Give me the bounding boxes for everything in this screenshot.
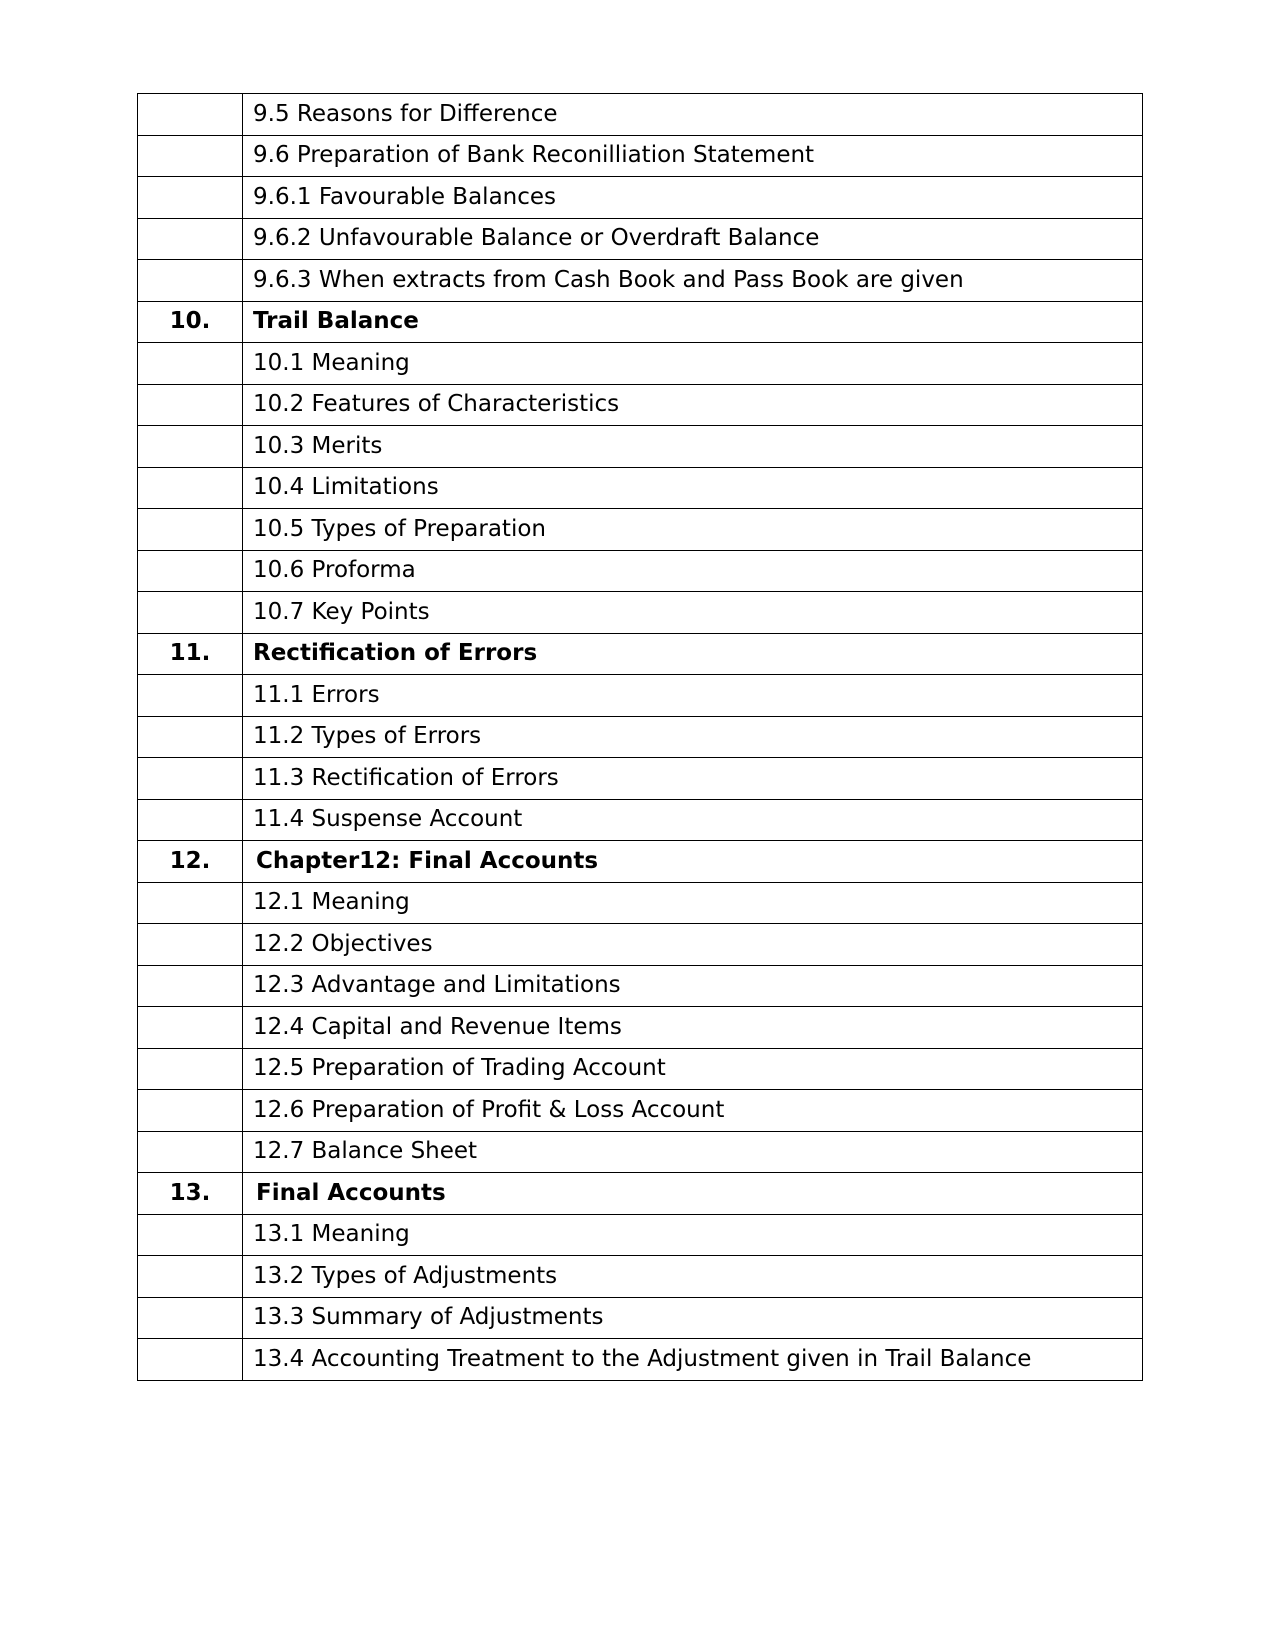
topic-row — [138, 1297, 1143, 1339]
chapter-row — [138, 301, 1143, 343]
topic-row — [138, 550, 1143, 592]
topic-row — [138, 1214, 1143, 1256]
chapter-number: 13. — [138, 1173, 243, 1215]
topic-title: 10.4 Limitations — [243, 467, 1143, 509]
chapter-number — [138, 260, 243, 302]
chapter-number — [138, 1214, 243, 1256]
chapter-number — [138, 135, 243, 177]
chapter-number — [138, 94, 243, 136]
chapter-number — [138, 509, 243, 551]
chapter-number — [138, 882, 243, 924]
chapter-number: 12. — [138, 841, 243, 883]
chapter-number: 11. — [138, 633, 243, 675]
topic-row — [138, 675, 1143, 717]
topic-row — [138, 882, 1143, 924]
topic-title: 12.2 Objectives — [243, 924, 1143, 966]
topic-row — [138, 592, 1143, 634]
topic-row — [138, 94, 1143, 136]
topic-title: 12.1 Meaning — [243, 882, 1143, 924]
topic-row — [138, 1090, 1143, 1132]
chapter-number — [138, 467, 243, 509]
topic-title: 11.1 Errors — [243, 675, 1143, 717]
topic-title: 13.1 Meaning — [243, 1214, 1143, 1256]
topic-row — [138, 1131, 1143, 1173]
chapter-number — [138, 1256, 243, 1298]
chapter-number — [138, 177, 243, 219]
topic-title: 11.4 Suspense Account — [243, 799, 1143, 841]
topic-title: 11.3 Rectification of Errors — [243, 758, 1143, 800]
topic-title: 12.6 Preparation of Profit & Loss Account — [243, 1090, 1143, 1132]
topic-title: 10.5 Types of Preparation — [243, 509, 1143, 551]
chapter-number — [138, 218, 243, 260]
topic-title: 12.4 Capital and Revenue Items — [243, 1007, 1143, 1049]
chapter-number — [138, 1339, 243, 1381]
chapter-title: Rectification of Errors — [243, 633, 1143, 675]
topic-title: 9.6.3 When extracts from Cash Book and Pass Book are given — [243, 260, 1143, 302]
chapter-number — [138, 1048, 243, 1090]
chapter-number — [138, 1090, 243, 1132]
topic-row — [138, 1007, 1143, 1049]
topic-title: 10.2 Features of Characteristics — [243, 384, 1143, 426]
topic-row — [138, 758, 1143, 800]
topic-row — [138, 135, 1143, 177]
topic-row — [138, 384, 1143, 426]
chapter-number — [138, 426, 243, 468]
contents-table — [137, 93, 1143, 1381]
chapter-title: Chapter12: Final Accounts — [243, 841, 1143, 883]
topic-row — [138, 218, 1143, 260]
topic-row — [138, 965, 1143, 1007]
topic-title: 9.5 Reasons for Difference — [243, 94, 1143, 136]
topic-title: 9.6 Preparation of Bank Reconilliation Statement — [243, 135, 1143, 177]
topic-title: 9.6.2 Unfavourable Balance or Overdraft Balance — [243, 218, 1143, 260]
topic-row — [138, 343, 1143, 385]
topic-title: 12.3 Advantage and Limitations — [243, 965, 1143, 1007]
topic-row — [138, 716, 1143, 758]
contents-table-body — [138, 94, 1143, 1381]
topic-title: 10.3 Merits — [243, 426, 1143, 468]
chapter-number — [138, 592, 243, 634]
topic-title: 13.4 Accounting Treatment to the Adjustment given in Trail Balance — [243, 1339, 1143, 1381]
topic-row — [138, 260, 1143, 302]
chapter-number — [138, 924, 243, 966]
chapter-row — [138, 841, 1143, 883]
topic-row — [138, 1048, 1143, 1090]
topic-title: 10.7 Key Points — [243, 592, 1143, 634]
chapter-number — [138, 550, 243, 592]
chapter-title: Trail Balance — [243, 301, 1143, 343]
chapter-title: Final Accounts — [243, 1173, 1143, 1215]
topic-row — [138, 1256, 1143, 1298]
chapter-number — [138, 675, 243, 717]
topic-title: 9.6.1 Favourable Balances — [243, 177, 1143, 219]
topic-row — [138, 799, 1143, 841]
topic-row — [138, 924, 1143, 966]
chapter-number: 10. — [138, 301, 243, 343]
chapter-row — [138, 1173, 1143, 1215]
topic-title: 12.5 Preparation of Trading Account — [243, 1048, 1143, 1090]
chapter-row — [138, 633, 1143, 675]
topic-row — [138, 177, 1143, 219]
chapter-number — [138, 799, 243, 841]
topic-title: 12.7 Balance Sheet — [243, 1131, 1143, 1173]
chapter-number — [138, 1297, 243, 1339]
topic-row — [138, 509, 1143, 551]
chapter-number — [138, 384, 243, 426]
topic-title: 10.1 Meaning — [243, 343, 1143, 385]
chapter-number — [138, 1007, 243, 1049]
topic-title: 13.2 Types of Adjustments — [243, 1256, 1143, 1298]
chapter-number — [138, 343, 243, 385]
chapter-number — [138, 716, 243, 758]
topic-row — [138, 467, 1143, 509]
topic-title: 11.2 Types of Errors — [243, 716, 1143, 758]
topic-row — [138, 426, 1143, 468]
topic-row — [138, 1339, 1143, 1381]
chapter-number — [138, 1131, 243, 1173]
chapter-number — [138, 965, 243, 1007]
chapter-number — [138, 758, 243, 800]
topic-title: 13.3 Summary of Adjustments — [243, 1297, 1143, 1339]
topic-title: 10.6 Proforma — [243, 550, 1143, 592]
